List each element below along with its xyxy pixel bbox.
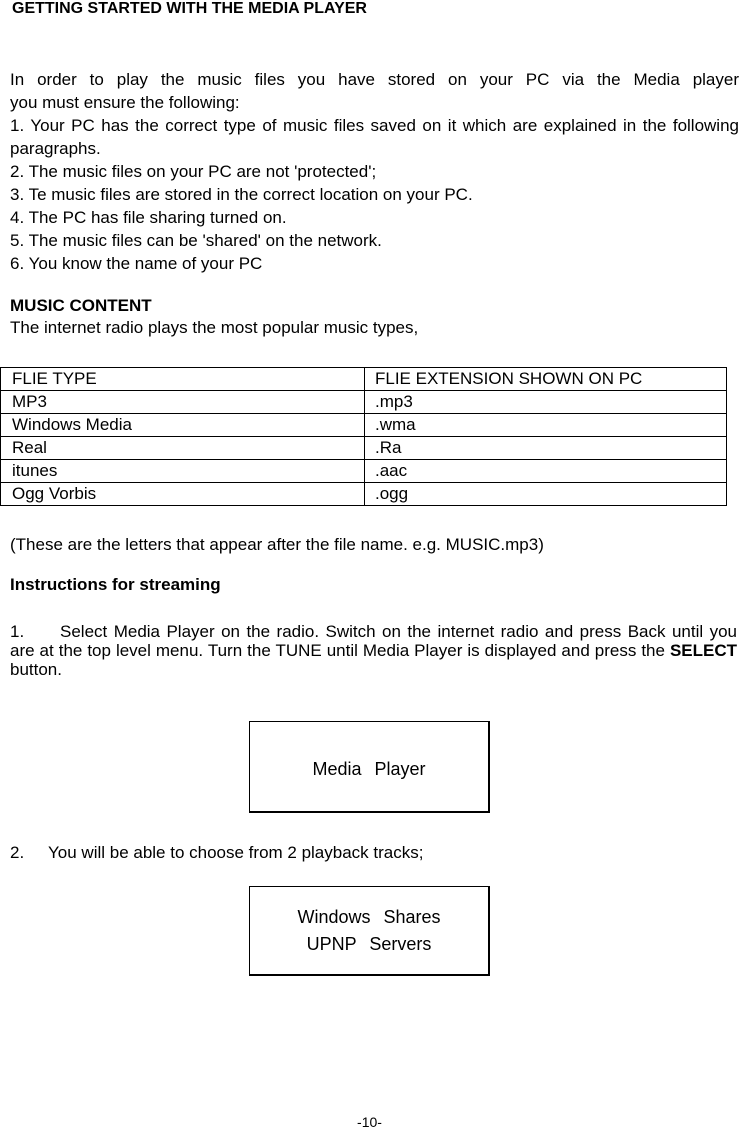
step-text-end: button.	[10, 660, 62, 679]
table-row	[1, 437, 727, 460]
table-header-cell: FLIE EXTENSION SHOWN ON PC	[365, 368, 727, 391]
intro-line-2: you must ensure the following:	[10, 93, 240, 112]
table-cell: Ogg Vorbis	[1, 483, 365, 506]
radio-display-playback-options	[249, 886, 490, 976]
file-type-table	[0, 367, 727, 506]
requirement-item: 5. The music files can be 'shared' on the network.	[10, 231, 382, 250]
step-text: You will be able to choose from 2 playback tracks;	[48, 843, 424, 862]
display-text: Media Player	[312, 759, 426, 779]
display-option-upnp-servers: UPNP Servers	[306, 934, 432, 954]
intro-section	[10, 68, 739, 275]
table-cell: .ogg	[365, 483, 727, 506]
page-number: -10-	[357, 1114, 382, 1130]
instructions-heading: Instructions for streaming	[10, 575, 221, 594]
intro-line-1: In order to play the music files you have stored on your PC via the Media player	[10, 70, 739, 89]
table-row	[1, 460, 727, 483]
instruction-step-1	[10, 622, 737, 679]
table-cell: MP3	[1, 391, 365, 414]
requirement-item: 1. Your PC has the correct type of music files saved on it which are explained in the following paragraphs.	[10, 116, 739, 158]
table-header-cell: FLIE TYPE	[1, 368, 365, 391]
page-title: GETTING STARTED WITH THE MEDIA PLAYER	[12, 0, 367, 17]
requirement-item: 3. Te music files are stored in the correct location on your PC.	[10, 185, 473, 204]
step-number: 1.	[10, 622, 25, 641]
instruction-step-2	[10, 843, 423, 863]
table-cell: Real	[1, 437, 365, 460]
table-cell: .wma	[365, 414, 727, 437]
radio-display-media-player	[249, 721, 490, 813]
music-content-heading: MUSIC CONTENT	[10, 296, 152, 315]
table-header-row	[1, 368, 727, 391]
step-text: Select Media Player on the radio. Switch on the internet radio and press Back until you are at the top level menu. Turn the TUNE until Media Player is displayed and press the	[10, 622, 737, 660]
file-extension-note: (These are the letters that appear after the file name. e.g. MUSIC.mp3)	[10, 535, 544, 554]
select-keyword: SELECT	[669, 641, 737, 660]
music-content-subtitle: The internet radio plays the most popular music types,	[10, 318, 419, 337]
requirement-item: 2. The music files on your PC are not 'protected';	[10, 162, 377, 181]
table-row	[1, 414, 727, 437]
requirement-item: 4. The PC has file sharing turned on.	[10, 208, 287, 227]
table-cell: .Ra	[365, 437, 727, 460]
table-cell: itunes	[1, 460, 365, 483]
display-option-windows-shares: Windows Shares	[297, 907, 441, 927]
table-cell: .aac	[365, 460, 727, 483]
table-row	[1, 483, 727, 506]
requirement-item: 6. You know the name of your PC	[10, 254, 263, 273]
table-row	[1, 391, 727, 414]
step-number: 2.	[10, 843, 25, 862]
table-cell: Windows Media	[1, 414, 365, 437]
table-cell: .mp3	[365, 391, 727, 414]
